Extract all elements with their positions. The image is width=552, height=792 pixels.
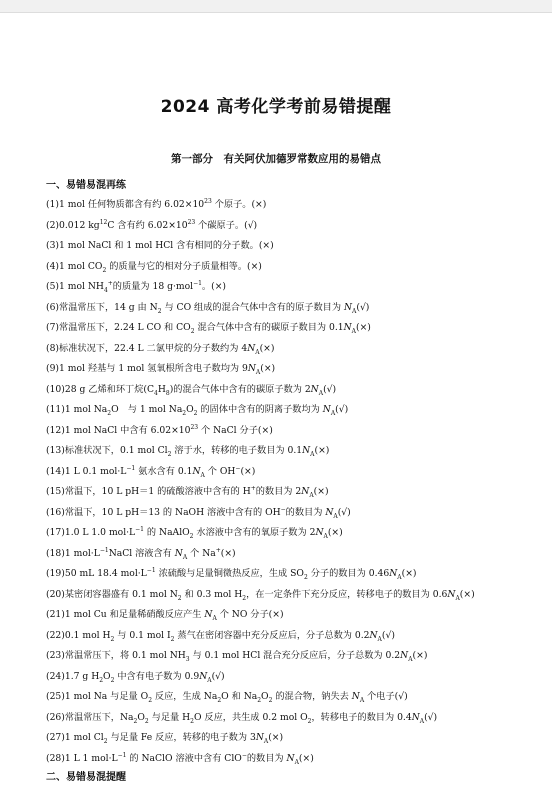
document-title: 2024 高考化学考前易错提醒	[160, 97, 392, 117]
list-item: (28)1 L 1 $mol\cdot L^{-1}$ 的 NaClO 溶液中含有 ClO−的数目为 $N_A(\times)$	[46, 751, 314, 766]
list-item: (8)标准状况下，22.4 L 二氯甲烷的分子数约为 $4N_A(\times)$	[46, 342, 275, 356]
list-item: (17)1.0 L 1.0 $mol\cdot L^{-1}$ 的 NaAlO$_2$ 水溶液中含有的氧原子数为 $2N_A(\times)$	[46, 525, 343, 540]
list-item: (3)1 mol NaCl 和 1 mol HCl 含有相同的分子数。(×)	[46, 240, 274, 251]
list-item: (14)1 L 0.1 $mol\cdot L^{-1}$ 氨水含有 $0.1N_A$ 个 OH−(×)	[46, 464, 256, 479]
list-item: (12)1 mol NaCl 中含有 $6.02\times 10^{23}$ 个 NaCl 分子(×)	[46, 423, 273, 436]
list-item: (27)1 mol $Cl_2$ 与足量 Fe 反应，转移的电子数为 $3N_A(\times)$	[46, 732, 284, 745]
list-item: (16)常温下，10 L pH＝13 的 NaOH 溶液中含有的 OH−的数目为 $N_A(√)$	[46, 505, 351, 520]
list-item: (6)常温常压下，14 g 由 $N_2$ 与 CO 组成的混合气体中含有的原子数目为 $N_A(√)$	[46, 301, 370, 315]
list-item: (22)0.1 mol $H_2$ 与 0.1 mol $I_2$ 蒸气在密闭容器中充分反应后，分子总数为 $0.2N_A(√)$	[46, 629, 395, 643]
list-item: (2)0.012 $kg^{12}C$ 含有约 $6.02\times 10^{23}$ 个碳原子。(√)	[46, 218, 258, 231]
list-item: (18)1 $mol\cdot L^{-1}NaCl$ 溶液含有 $N_A$ 个 Na+(×)	[46, 546, 236, 561]
part-heading: 第一部分 有关阿伏加德罗常数应用的易错点	[171, 153, 381, 165]
list-item: (19)50 mL 18.4 $mol\cdot L^{-1}$ 浓硫酸与足量铜微热反应，生成 $SO_2$ 分子的数目为 $0.46N_A(\times)$	[46, 566, 417, 581]
list-item: (5)1 mol $NH_4^+$的质量为 18 g·mol$^{-1}$。(×)	[46, 279, 226, 294]
list-item: (1)1 mol 任何物质都含有约 $6.02\times 10^{23}$ 个原子。(×)	[46, 197, 267, 210]
list-item: (20)某密闭容器盛有 0.1 mol $N_2$ 和 0.3 mol $H_2$，在一定条件下充分反应，转移电子的数目为 $0.6N_A(\times)$	[46, 588, 475, 602]
list-item: (26)常温常压下，$Na_2O_2$ 与足量 $H_2O$ 反应，共生成 0.2 mol $O_2$，转移电子的数目为 $0.4N_A(√)$	[46, 711, 438, 725]
list-item: (4)1 mol $CO_2$ 的质量与它的相对分子质量相等。(×)	[46, 260, 262, 274]
list-item: (10)28 g 乙烯和环丁烷$(C_4H_8)$的混合气体中含有的碳原子数为 $2N_A(√)$	[46, 383, 337, 397]
list-item: (7)常温常压下，2.24 L CO 和 $CO_2$ 混合气体中含有的碳原子数目为 $0.1N_A(\times)$	[46, 322, 371, 335]
list-item: (23)常温常压下，将 0.1 mol $NH_3$ 与 0.1 mol HCl 混合充分反应后，分子总数为 $0.2N_A(\times)$	[46, 650, 428, 663]
list-item: (24)1.7 g $H_2O_2$ 中含有电子数为 $0.9N_A(√)$	[46, 670, 225, 684]
list-item: (9)1 mol 羟基与 1 mol 氢氧根所含电子数均为 $9N_A(\times)$	[46, 363, 276, 376]
list-item: (25)1 mol Na 与足量 $O_2$ 反应，生成 $Na_2O$ 和 $Na_2O_2$ 的混合物，钠失去 $N_A$ 个电子(√)	[46, 691, 408, 704]
item-list	[46, 195, 536, 769]
list-item: (15)常温下，10 L pH＝1 的硫酸溶液中含有的 H+的数目为 $2N_A(\times)$	[46, 484, 329, 499]
list-item: (13)标准状况下，0.1 mol $Cl_2$ 溶于水，转移的电子数目为 $0.1N_A(\times)$	[46, 445, 330, 458]
section-heading-2: 二、易错易混提醒	[46, 772, 126, 783]
section-heading-1: 一、易错易混再练	[46, 180, 126, 191]
list-item: (11)1 mol $Na_2O$ 与 1 mol $Na_2O_2$ 的固体中含有的阴离子数均为 $N_A(√)$	[46, 404, 349, 417]
list-item: (21)1 mol Cu 和足量稀硝酸反应产生 $N_A$ 个 NO 分子(×)	[46, 609, 284, 622]
